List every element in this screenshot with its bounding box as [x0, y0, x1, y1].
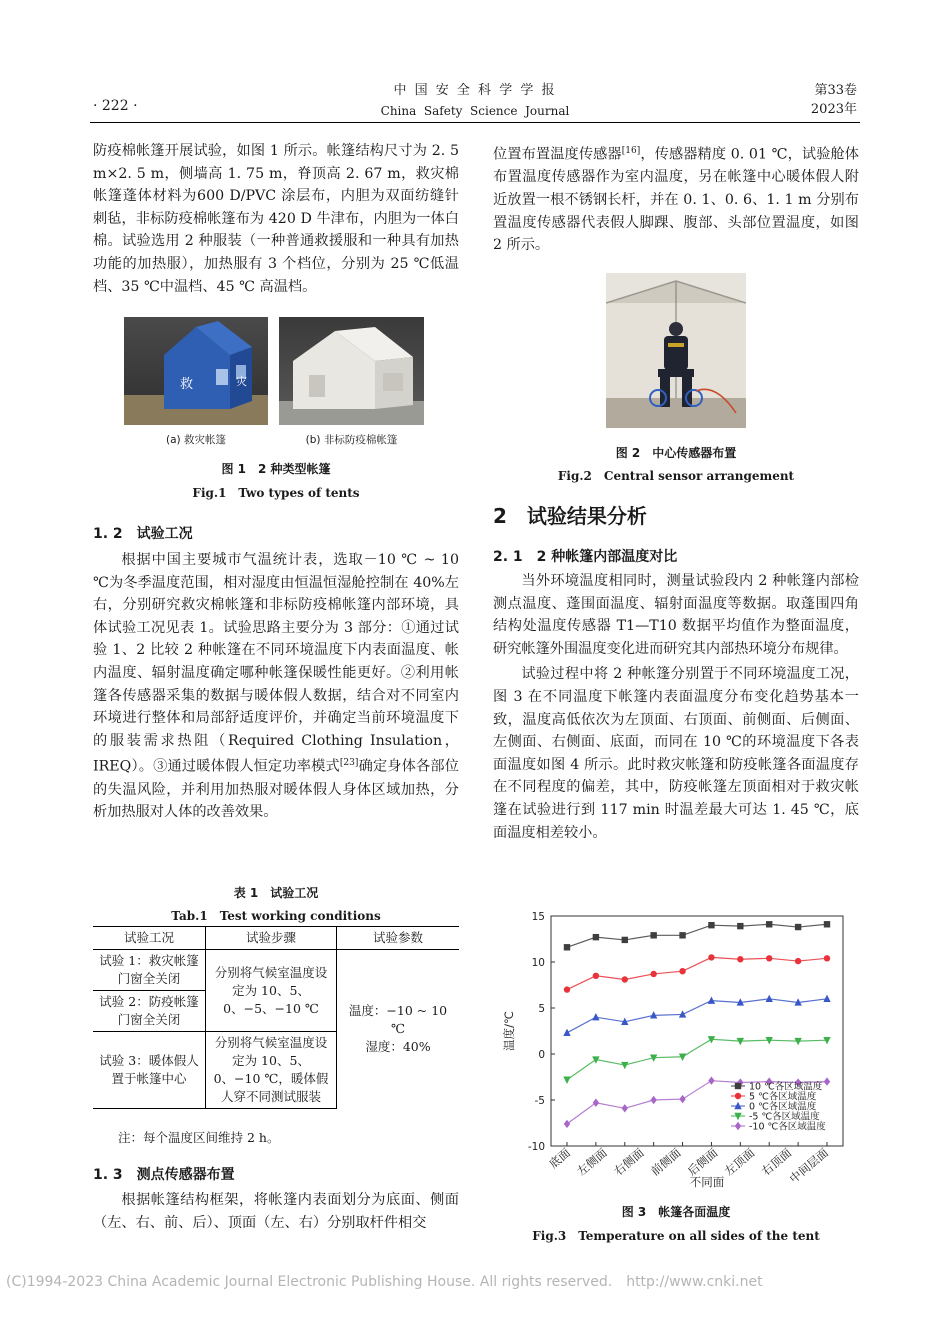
data-point — [737, 923, 743, 929]
legend-label: 5 ℃各区域温度 — [749, 1091, 817, 1103]
x-tick-label: 后侧面 — [684, 1145, 721, 1179]
disaster-relief-tent-photo — [124, 317, 268, 425]
table-cell-steps-1-2: 分别将气候室温度设定为 10、5、0、−5、−10 ℃ — [206, 950, 337, 1032]
table-cell-params — [337, 950, 460, 1109]
data-point — [593, 973, 599, 979]
x-tick-label: 底面 — [546, 1145, 573, 1172]
data-point — [824, 955, 830, 961]
section-1-2-text-tail: 确定身体各部位的失温风险，并利用加热服对暖体假人身体区域加热，分析加热服对人体的改善效果。 — [93, 759, 459, 821]
section-1-3-paragraph — [93, 1189, 459, 1234]
table-row — [93, 950, 459, 991]
volume-label: 第33卷 — [814, 83, 857, 98]
white-tent-icon — [279, 317, 424, 425]
figure-1a-label: (a) 救灾帐篷 — [166, 434, 226, 446]
data-point — [766, 921, 772, 927]
series-line-1 — [567, 957, 827, 989]
section-2-1-text-b: 试验过程中将 2 种帐篷分别置于不同环境温度工况，图 3 在不同温度下帐篷内表面温度分布变化趋势基本一致，温度高低依次为左顶面、右顶面、前侧面、后侧面、左侧面、右侧面、底面，而同在 10 ℃的环境温度下各表面温度如图 4 所示。此时救灾帐篷和防疫帐篷各面温度存在不同程度的偏差，其中，防疫帐篷左顶面相对于救灾帐篷在试验进行到 117 min 时温差最大可达 1. 45 ℃，底面温度相差较小。 — [493, 666, 859, 841]
legend-label: -10 ℃各区域温度 — [749, 1121, 826, 1133]
quarantine-tent-photo — [279, 317, 424, 425]
y-tick-label: 0 — [538, 1049, 545, 1061]
data-point — [622, 976, 628, 982]
figure-1 — [124, 317, 424, 427]
param-humidity: 湿度：40% — [365, 1039, 431, 1055]
table-cell-test3: 试验 3：暖体假人置于帐篷中心 — [93, 1032, 206, 1109]
data-point — [564, 944, 570, 950]
param-temperature: 温度：−10 ~ 10 ℃ — [348, 1003, 448, 1037]
y-tick-label: -10 — [527, 1141, 545, 1153]
data-point — [592, 1013, 599, 1020]
y-tick-label: 10 — [531, 957, 545, 969]
header-rule — [90, 122, 860, 123]
blue-tent-icon — [124, 317, 268, 425]
section-1-3-text: 根据帐篷结构框架，将帐篷内表面划分为底面、侧面（左、右、前、后）、顶面（左、右）分别取杆件相交 — [93, 1192, 459, 1231]
data-point — [679, 968, 685, 974]
right-top-text: 位置布置温度传感器 — [493, 146, 622, 163]
figure-3-chart — [493, 900, 859, 1190]
table-header-condition: 试验工况 — [93, 927, 206, 950]
data-point — [708, 1076, 714, 1084]
figure-2-photo — [606, 273, 746, 428]
reference-16: [16] — [621, 146, 641, 156]
journal-title-cn: 中 国 安 全 科 学 学 报 — [393, 83, 557, 98]
data-point — [766, 995, 773, 1002]
data-point — [650, 1096, 656, 1104]
figure-1-caption-en: Fig.1 Two types of tents — [192, 486, 360, 500]
x-axis-title: 不同面 — [689, 1175, 725, 1189]
data-point — [823, 995, 830, 1002]
section-1-2-text: 根据中国主要城市气温统计表，选取－10 ℃ ~ 10 ℃为冬季温度范围，相对湿度由恒温恒湿舱控制在 40%左右，分别研究救灾棉帐篷和非标防疫棉帐篷内部环境，具体试验工况见表 1。试验思路主要分为 3 部分：①通过试验 1、2 比较 2 种帐篷在不同环境温度下内表面温度、帐内温度、辐射温度确定哪种帐篷保暖性能更好。②利用帐篷各传感器采集的数据与暖体假人数据，结合对不同室内环境进行整体和局部舒适度评价，并确定当前环境温度下的服装需求热阻（Required Clothing Insulation，IREQ）。③通过暖体假人恒定功率模式 — [93, 552, 459, 776]
table-1-caption-en: Tab.1 Test working conditions — [171, 909, 381, 923]
data-point — [708, 954, 714, 960]
data-point — [766, 955, 772, 961]
table-header-steps: 试验步骤 — [206, 927, 337, 950]
y-tick-label: -5 — [534, 1095, 545, 1107]
data-point — [593, 1099, 599, 1107]
data-point — [564, 1120, 570, 1128]
section-2-1-text-a: 当外环境温度相同时，测量试验段内 2 种帐篷内部检测点温度、蓬围面温度、辐射面温度等数据。取蓬围四角结构处温度传感器 T1—T10 数据平均值作为整面温度，研究帐篷外围温度变化进而研究其内部热环境分布规律。 — [493, 573, 859, 657]
central-sensor-icon — [606, 273, 746, 428]
x-tick-label: 左侧面 — [574, 1145, 610, 1179]
section-2-1-paragraphs — [493, 570, 859, 844]
data-point — [622, 1104, 628, 1112]
series-line-0 — [567, 924, 827, 947]
table-1-caption-cn: 表 1 试验工况 — [233, 886, 319, 900]
section-1-3-heading: 1. 3 测点传感器布置 — [93, 1167, 235, 1183]
y-tick-label: 5 — [538, 1003, 545, 1015]
section-2-heading: 2 试验结果分析 — [493, 504, 647, 528]
table-1 — [93, 926, 459, 1109]
x-tick-label: 前侧面 — [648, 1145, 684, 1179]
x-tick-label: 中间层面 — [786, 1145, 831, 1186]
data-point — [708, 922, 714, 928]
table-header-row — [93, 927, 459, 950]
figure-1b-label: (b) 非标防疫棉帐篷 — [305, 434, 398, 446]
figure-3-caption-en: Fig.3 Temperature on all sides of the tent — [532, 1229, 820, 1243]
data-point — [679, 1095, 685, 1103]
legend-label: 0 ℃各区域温度 — [749, 1101, 817, 1113]
data-point — [795, 958, 801, 964]
series-line-2 — [567, 999, 827, 1033]
y-tick-label: 15 — [531, 911, 545, 923]
right-top-text-tail: ，传感器精度 0. 01 ℃，试验舱体布置温度传感器作为室内温度，另在帐篷中心暖体假人附近放置一根不锈钢长杆，并在 0. 1、0. 6、1. 1 m 分别布置温度传感器代表假人脚踝、腹部、头部位置温度，如图 2 所示。 — [493, 146, 859, 254]
data-point — [622, 937, 628, 943]
legend-marker — [735, 1093, 741, 1099]
table-cell-steps-3: 分别将气候室温度设定为 10、5、0、−10 ℃，暖体假人穿不同测试服装 — [206, 1032, 337, 1109]
intro-text: 防疫棉帐篷开展试验，如图 1 所示。帐篷结构尺寸为 2. 5 m×2. 5 m，侧墙高 1. 75 m，脊顶高 2. 67 m，救灾棉帐篷蓬体材料为600 D/PVC 涂层布，内胆为双面纺缝针刺毡，非标防疫棉帐篷布为 420 D 牛津布，内胆为一体白棉。试验选用 2 种服装（一种普通救援服和一种具有加热功能的加热服），加热服有 3 个档位，分别为 25 ℃低温档、35 ℃中温档、45 ℃ 高温档。 — [93, 143, 459, 295]
legend-label: 10 ℃各区域温度 — [749, 1081, 823, 1093]
data-point — [650, 971, 656, 977]
tent-char-zai: 灾 — [236, 375, 247, 388]
section-2-1-heading: 2. 1 2 种帐篷内部温度对比 — [493, 549, 678, 565]
year-label: 2023年 — [810, 102, 857, 117]
series-line-3 — [567, 1039, 827, 1079]
data-point — [737, 956, 743, 962]
page-number: · 222 · — [93, 98, 138, 114]
table-header-params: 试验参数 — [337, 927, 460, 950]
data-point — [824, 1077, 830, 1085]
reference-23: [23] — [339, 758, 359, 769]
table-cell-test2: 试验 2：防疫帐篷门窗全关闭 — [93, 991, 206, 1032]
data-point — [563, 1029, 570, 1036]
copyright-footer: (C)1994-2023 China Academic Journal Electronic Publishing House. All rights reserved. http://www.cnki.net — [6, 1274, 763, 1290]
data-point — [708, 996, 715, 1003]
tent-char-jiu: 救 — [180, 377, 194, 392]
x-tick-label: 右顶面 — [758, 1145, 795, 1179]
data-point — [679, 932, 685, 938]
section-1-2-heading: 1. 2 试验工况 — [93, 526, 193, 542]
section-1-2-paragraph — [93, 549, 459, 824]
table-1-note: 注：每个温度区间维持 2 h。 — [118, 1130, 280, 1145]
data-point — [563, 1077, 570, 1084]
legend-marker — [735, 1083, 741, 1089]
figure-2-caption-cn: 图 2 中心传感器布置 — [615, 446, 737, 460]
x-tick-label: 右侧面 — [611, 1145, 647, 1179]
table-cell-test1: 试验 1：救灾帐篷门窗全关闭 — [93, 950, 206, 991]
data-point — [795, 924, 801, 930]
right-top-paragraph — [493, 140, 859, 257]
figure-3-caption-cn: 图 3 帐篷各面温度 — [621, 1205, 731, 1219]
data-point — [593, 934, 599, 940]
temperature-line-chart — [493, 900, 859, 1190]
data-point — [650, 932, 656, 938]
data-point — [564, 986, 570, 992]
figure-2-caption-en: Fig.2 Central sensor arrangement — [557, 469, 795, 483]
figure-1-caption-cn: 图 1 2 种类型帐篷 — [221, 462, 331, 476]
x-tick-label: 左顶面 — [721, 1145, 758, 1179]
data-point — [621, 1062, 628, 1069]
data-point — [824, 921, 830, 927]
journal-title-en: China Safety Science Journal — [380, 104, 570, 118]
legend-label: -5 ℃各区域温度 — [749, 1111, 820, 1123]
legend-marker — [735, 1122, 741, 1130]
intro-paragraph — [93, 140, 459, 298]
y-axis-title: 温度/℃ — [502, 1011, 516, 1051]
